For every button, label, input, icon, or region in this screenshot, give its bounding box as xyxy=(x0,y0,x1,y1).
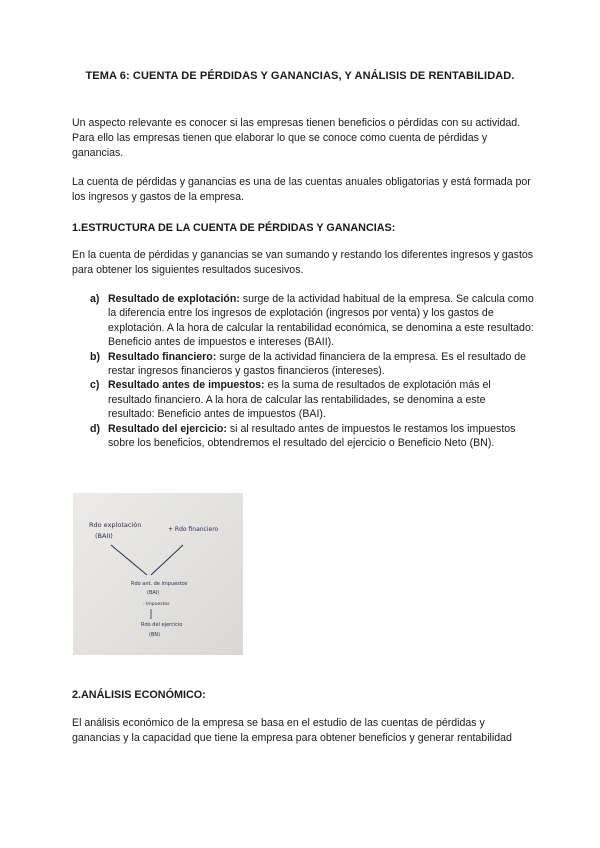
list-marker: a) xyxy=(90,293,100,305)
list-term: Resultado antes de impuestos: xyxy=(108,379,265,392)
section-1-paragraph: En la cuenta de pérdidas y ganancias se van sumando y restando los diferentes ingresos y gastos para obtener los siguientes resultados sucesivos. xyxy=(72,249,534,277)
arrow-line-right xyxy=(151,545,183,575)
photo-label-mid-2: (BAI) xyxy=(147,590,160,596)
list-term: Resultado del ejercicio: xyxy=(108,422,227,435)
intro-paragraph-1: Un aspecto relevante es conocer si las empresas tienen beneficios o pérdidas con su actividad. Para ello las empresas tienen que elaborar lo que se conoce como cuenta de pérdidas y ganancias. xyxy=(72,117,521,160)
list-text: es la suma de resultados de explotación más el resultado financiero. A la hora de calcular las rentabilidades, se denomina a este resultado: Beneficio antes de impuestos (BAI). xyxy=(108,379,491,421)
photo-label-left-2: (BAII) xyxy=(95,532,113,540)
list-term: Resultado financiero: xyxy=(108,350,217,363)
results-list xyxy=(90,292,534,450)
list-item xyxy=(90,378,534,421)
photo-label-left-1: Rdo explotación xyxy=(89,521,142,529)
list-marker: c) xyxy=(90,379,100,392)
intro-paragraph-2: La cuenta de pérdidas y ganancias es una de las cuentas anuales obligatorias y está formada por los ingresos y gastos de la empresa. xyxy=(72,176,531,204)
whiteboard-diagram xyxy=(73,493,243,655)
list-marker: b) xyxy=(90,350,100,363)
list-item xyxy=(90,422,534,451)
section-2-paragraph: El análisis económico de la empresa se basa en el estudio de las cuentas de pérdidas y ganancias y la capacidad que tiene la empresa para obtener beneficios y generar rentabilidad xyxy=(72,717,512,745)
photo-label-bottom-1: Rdo del ejercicio xyxy=(141,622,183,628)
page-title: TEMA 6: CUENTA DE PÉRDIDAS Y GANANCIAS, Y ANÁLISIS DE RENTABILIDAD. xyxy=(85,70,515,82)
photo-label-bottom-2: (BN) xyxy=(149,632,161,638)
whiteboard-photo xyxy=(73,493,243,655)
section-1-heading: 1.ESTRUCTURA DE LA CUENTA DE PÉRDIDAS Y GANANCIAS: xyxy=(72,222,396,234)
list-text: si al resultado antes de impuestos le restamos los impuestos sobre los beneficios, obtendremos el resultado del ejercicio o Beneficio Neto (BN). xyxy=(108,422,516,450)
list-item xyxy=(90,292,534,350)
section-2-heading: 2.ANÁLISIS ECONÓMICO: xyxy=(72,689,206,701)
photo-label-mid-1: Rdo ant. de impuestos xyxy=(131,581,188,587)
photo-label-mid-3: - Impuestos xyxy=(143,602,170,607)
list-text: surge de la actividad habitual de la empresa. Se calcula como la diferencia entre los ingresos de explotación (ingresos por venta) y los gastos de explotación. A la hora de calcular la rentabilidad económica, se denomina a este resultado: Beneficio antes de impuestos e intereses (BAII). xyxy=(108,293,534,349)
list-term: Resultado de explotación: xyxy=(108,293,240,305)
photo-label-right: + Rdo financiero xyxy=(168,526,219,533)
list-text: surge de la actividad financiera de la empresa. Es el resultado de restar ingresos financieros y gastos financieros (intereses). xyxy=(108,350,527,378)
list-item xyxy=(90,350,534,379)
arrow-line-left xyxy=(111,545,147,575)
list-marker: d) xyxy=(90,422,100,435)
